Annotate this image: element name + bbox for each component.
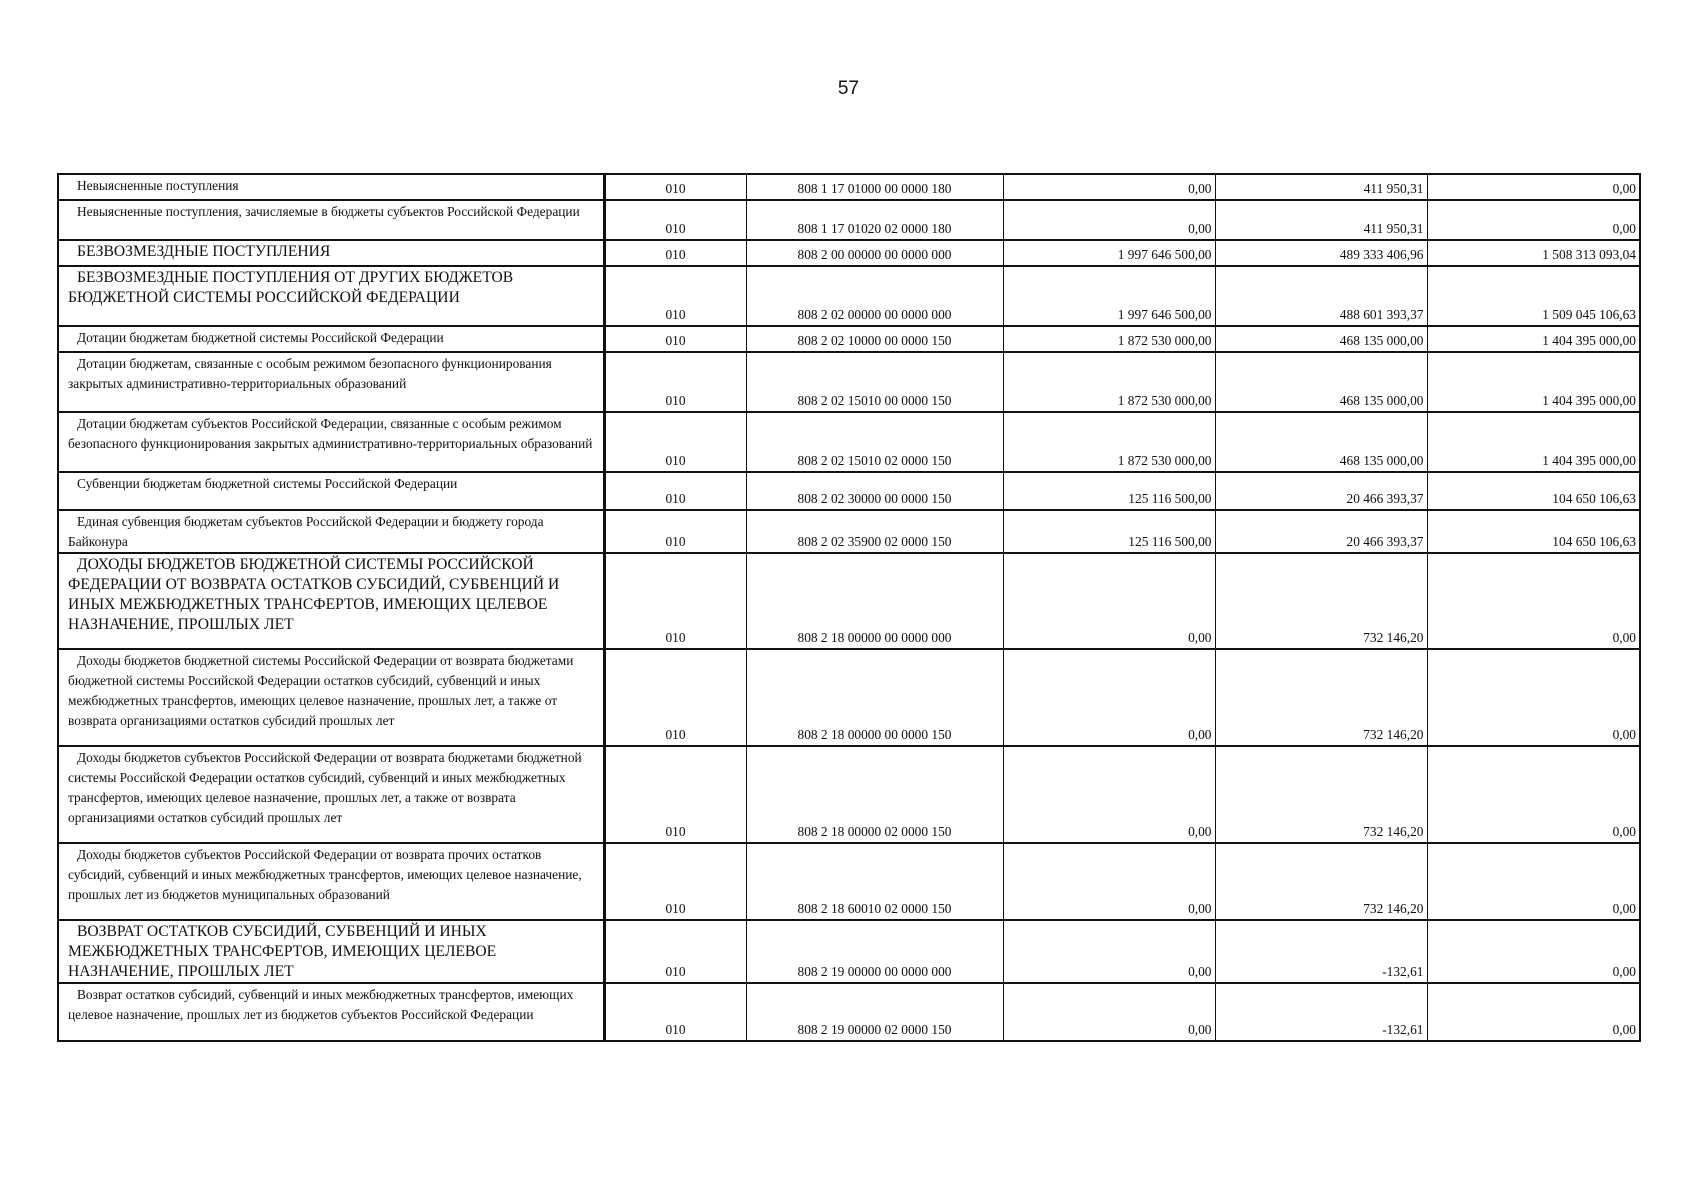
row-approved-cell: 1 872 530 000,00 <box>1003 352 1215 412</box>
row-name-cell <box>58 240 604 266</box>
row-unexecuted-cell: 0,00 <box>1427 200 1640 240</box>
row-name-cell <box>58 510 604 553</box>
row-name-cell <box>58 326 604 352</box>
row-unexecuted-cell: 1 508 313 093,04 <box>1427 240 1640 266</box>
row-approved-cell: 1 872 530 000,00 <box>1003 326 1215 352</box>
row-executed-cell: 468 135 000,00 <box>1215 412 1427 472</box>
row-code-cell: 010 <box>604 472 746 510</box>
row-kbk-cell: 808 2 02 30000 00 0000 150 <box>746 472 1003 510</box>
row-kbk-cell: 808 2 19 00000 02 0000 150 <box>746 983 1003 1041</box>
row-executed-cell: 20 466 393,37 <box>1215 510 1427 553</box>
row-approved-cell: 0,00 <box>1003 553 1215 649</box>
table-row <box>58 553 1640 649</box>
table-row <box>58 510 1640 553</box>
row-unexecuted-cell: 104 650 106,63 <box>1427 472 1640 510</box>
row-code-cell: 010 <box>604 352 746 412</box>
table-row <box>58 352 1640 412</box>
row-unexecuted-cell: 0,00 <box>1427 174 1640 200</box>
table-row <box>58 983 1640 1041</box>
row-executed-cell: 20 466 393,37 <box>1215 472 1427 510</box>
row-kbk-cell: 808 2 18 00000 00 0000 000 <box>746 553 1003 649</box>
row-code-cell: 010 <box>604 240 746 266</box>
row-name-cell <box>58 843 604 920</box>
row-executed-cell: 732 146,20 <box>1215 553 1427 649</box>
row-name-cell <box>58 200 604 240</box>
row-kbk-cell: 808 2 02 35900 02 0000 150 <box>746 510 1003 553</box>
table-row <box>58 266 1640 326</box>
row-name-cell <box>58 266 604 326</box>
row-approved-cell: 1 997 646 500,00 <box>1003 266 1215 326</box>
row-code-cell: 010 <box>604 920 746 983</box>
row-name-text: Доходы бюджетов бюджетной системы Российской Федерации от возврата бюджетами бюджетной системы Российской Федерации остатков субсидий, субвенций и иных межбюджетных трансфертов, имеющих целевое назначение, прошлых лет, а также от возврата организациями остатков субсидий прошлых лет <box>68 653 574 728</box>
row-kbk-cell: 808 1 17 01000 00 0000 180 <box>746 174 1003 200</box>
row-executed-cell: 411 950,31 <box>1215 174 1427 200</box>
row-name-text: Дотации бюджетам, связанные с особым режимом безопасного функционирования закрытых административно-территориальных образований <box>68 356 552 391</box>
row-executed-cell: -132,61 <box>1215 983 1427 1041</box>
row-unexecuted-cell: 0,00 <box>1427 553 1640 649</box>
row-approved-cell: 125 116 500,00 <box>1003 510 1215 553</box>
row-kbk-cell: 808 2 18 00000 00 0000 150 <box>746 649 1003 746</box>
table-row <box>58 649 1640 746</box>
row-executed-cell: 732 146,20 <box>1215 746 1427 843</box>
row-unexecuted-cell: 1 509 045 106,63 <box>1427 266 1640 326</box>
row-name-text: Доходы бюджетов субъектов Российской Федерации от возврата прочих остатков субсидий, субвенций и иных межбюджетных трансфертов, имеющих целевое назначение, прошлых лет из бюджетов муниципальных образований <box>68 847 582 902</box>
row-name-text: ВОЗВРАТ ОСТАТКОВ СУБСИДИЙ, СУБВЕНЦИЙ И ИНЫХ МЕЖБЮДЖЕТНЫХ ТРАНСФЕРТОВ, ИМЕЮЩИХ ЦЕЛЕВОЕ НАЗНАЧЕНИЕ, ПРОШЛЫХ ЛЕТ <box>68 923 497 980</box>
row-approved-cell: 0,00 <box>1003 746 1215 843</box>
row-kbk-cell: 808 2 19 00000 00 0000 000 <box>746 920 1003 983</box>
row-unexecuted-cell: 1 404 395 000,00 <box>1427 412 1640 472</box>
row-executed-cell: 488 601 393,37 <box>1215 266 1427 326</box>
table-row <box>58 200 1640 240</box>
row-code-cell: 010 <box>604 266 746 326</box>
row-unexecuted-cell: 1 404 395 000,00 <box>1427 352 1640 412</box>
row-name-text: Возврат остатков субсидий, субвенций и иных межбюджетных трансфертов, имеющих целевое назначение, прошлых лет из бюджетов субъектов Российской Федерации <box>68 987 574 1022</box>
row-name-cell <box>58 412 604 472</box>
row-name-text: Субвенции бюджетам бюджетной системы Российской Федерации <box>77 476 458 491</box>
row-code-cell: 010 <box>604 412 746 472</box>
row-unexecuted-cell: 0,00 <box>1427 649 1640 746</box>
row-code-cell: 010 <box>604 649 746 746</box>
row-name-text: БЕЗВОЗМЕЗДНЫЕ ПОСТУПЛЕНИЯ <box>77 243 331 260</box>
row-approved-cell: 0,00 <box>1003 920 1215 983</box>
row-approved-cell: 0,00 <box>1003 843 1215 920</box>
income-report-table <box>57 173 1641 1042</box>
row-name-text: Единая субвенция бюджетам субъектов Российской Федерации и бюджету города Байконура <box>68 514 544 549</box>
row-code-cell: 010 <box>604 326 746 352</box>
row-code-cell: 010 <box>604 746 746 843</box>
row-name-cell <box>58 553 604 649</box>
row-approved-cell: 1 997 646 500,00 <box>1003 240 1215 266</box>
row-approved-cell: 0,00 <box>1003 200 1215 240</box>
row-executed-cell: 489 333 406,96 <box>1215 240 1427 266</box>
row-kbk-cell: 808 2 18 00000 02 0000 150 <box>746 746 1003 843</box>
row-kbk-cell: 808 2 02 00000 00 0000 000 <box>746 266 1003 326</box>
row-unexecuted-cell: 0,00 <box>1427 920 1640 983</box>
row-name-cell <box>58 352 604 412</box>
table-row <box>58 326 1640 352</box>
row-executed-cell: 411 950,31 <box>1215 200 1427 240</box>
row-approved-cell: 1 872 530 000,00 <box>1003 412 1215 472</box>
table-row <box>58 746 1640 843</box>
row-approved-cell: 0,00 <box>1003 983 1215 1041</box>
row-executed-cell: 468 135 000,00 <box>1215 352 1427 412</box>
row-unexecuted-cell: 0,00 <box>1427 746 1640 843</box>
row-name-cell <box>58 983 604 1041</box>
row-kbk-cell: 808 2 02 10000 00 0000 150 <box>746 326 1003 352</box>
row-approved-cell: 0,00 <box>1003 649 1215 746</box>
row-name-cell <box>58 746 604 843</box>
row-kbk-cell: 808 2 02 15010 00 0000 150 <box>746 352 1003 412</box>
table-row <box>58 174 1640 200</box>
row-name-cell <box>58 920 604 983</box>
row-unexecuted-cell: 0,00 <box>1427 843 1640 920</box>
row-name-text: ДОХОДЫ БЮДЖЕТОВ БЮДЖЕТНОЙ СИСТЕМЫ РОССИЙСКОЙ ФЕДЕРАЦИИ ОТ ВОЗВРАТА ОСТАТКОВ СУБСИДИЙ, СУБВЕНЦИЙ И ИНЫХ МЕЖБЮДЖЕТНЫХ ТРАНСФЕРТОВ, ИМЕЮЩИХ ЦЕЛЕВОЕ НАЗНАЧЕНИЕ, ПРОШЛЫХ ЛЕТ <box>68 556 560 633</box>
row-code-cell: 010 <box>604 983 746 1041</box>
row-kbk-cell: 808 2 00 00000 00 0000 000 <box>746 240 1003 266</box>
row-name-text: Дотации бюджетам бюджетной системы Российской Федерации <box>77 330 444 345</box>
row-executed-cell: -132,61 <box>1215 920 1427 983</box>
row-unexecuted-cell: 104 650 106,63 <box>1427 510 1640 553</box>
row-name-cell <box>58 472 604 510</box>
table-row <box>58 920 1640 983</box>
table-row <box>58 843 1640 920</box>
row-name-text: Дотации бюджетам субъектов Российской Федерации, связанные с особым режимом безопасного функционирования закрытых административно-территориальных образований <box>68 416 593 451</box>
row-code-cell: 010 <box>604 553 746 649</box>
page-number: 57 <box>837 78 860 99</box>
row-executed-cell: 732 146,20 <box>1215 649 1427 746</box>
table-row <box>58 412 1640 472</box>
row-unexecuted-cell: 0,00 <box>1427 983 1640 1041</box>
row-code-cell: 010 <box>604 843 746 920</box>
row-code-cell: 010 <box>604 200 746 240</box>
report-table-body <box>58 174 1640 1041</box>
row-name-text: Невыясненные поступления, зачисляемые в бюджеты субъектов Российской Федерации <box>77 204 580 219</box>
row-kbk-cell: 808 2 02 15010 02 0000 150 <box>746 412 1003 472</box>
row-name-cell <box>58 649 604 746</box>
row-approved-cell: 125 116 500,00 <box>1003 472 1215 510</box>
row-code-cell: 010 <box>604 174 746 200</box>
row-executed-cell: 468 135 000,00 <box>1215 326 1427 352</box>
table-row <box>58 472 1640 510</box>
row-name-text: БЕЗВОЗМЕЗДНЫЕ ПОСТУПЛЕНИЯ ОТ ДРУГИХ БЮДЖЕТОВ БЮДЖЕТНОЙ СИСТЕМЫ РОССИЙСКОЙ ФЕДЕРАЦИИ <box>68 269 514 306</box>
row-code-cell: 010 <box>604 510 746 553</box>
row-approved-cell: 0,00 <box>1003 174 1215 200</box>
row-name-text: Доходы бюджетов субъектов Российской Федерации от возврата бюджетами бюджетной системы Российской Федерации остатков субсидий, субвенций и иных межбюджетных трансфертов, имеющих целевое назначение, прошлых лет, а также от возврата организациями остатков субсидий прошлых лет <box>68 750 582 825</box>
row-name-cell <box>58 174 604 200</box>
row-kbk-cell: 808 1 17 01020 02 0000 180 <box>746 200 1003 240</box>
row-kbk-cell: 808 2 18 60010 02 0000 150 <box>746 843 1003 920</box>
row-executed-cell: 732 146,20 <box>1215 843 1427 920</box>
table-row <box>58 240 1640 266</box>
row-unexecuted-cell: 1 404 395 000,00 <box>1427 326 1640 352</box>
row-name-text: Невыясненные поступления <box>77 178 239 193</box>
